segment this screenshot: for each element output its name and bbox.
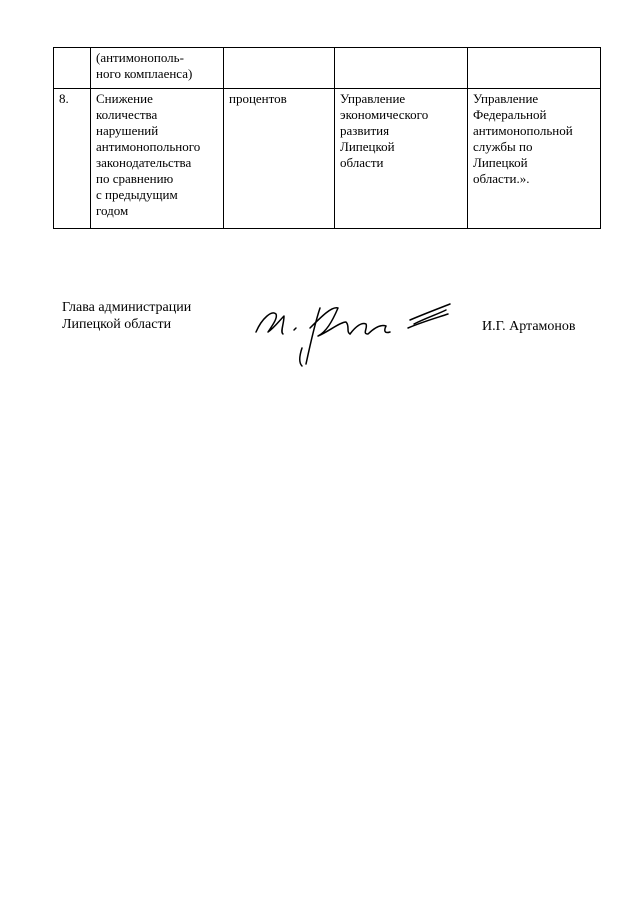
indicator-text: по сравнению [96,171,174,186]
indicator-cell [91,89,224,229]
indicator-text: (антимонополь- [96,50,184,65]
unit-text: процентов [229,91,287,106]
unit-cell [224,48,335,89]
responsible-cell [335,89,468,229]
indicators-table [53,47,601,229]
indicator-text: антимонопольного [96,139,201,154]
responsible-text: развития [340,123,390,138]
coexecutor-text: Липецкой [473,155,528,170]
signatory-position [62,299,191,333]
responsible-text: экономического [340,107,429,122]
coexecutor-text: Федеральной [473,107,547,122]
table-row [54,89,601,229]
coexecutor-text: антимонопольной [473,123,573,138]
table-row [54,48,601,89]
row-number-cell [54,89,91,229]
signatory-name: И.Г. Артамонов [482,319,576,334]
indicator-text: ного комплаенса) [96,66,193,81]
signatory-position-line: Липецкой области [62,317,172,332]
indicator-text: законодательства [96,155,192,170]
responsible-cell [335,48,468,89]
indicator-text: годом [96,203,129,218]
indicator-text: с предыдущим [96,187,178,202]
coexecutor-cell [468,89,601,229]
indicator-text: нарушений [96,123,159,138]
indicator-cell [91,48,224,89]
coexecutor-text: службы по [473,139,533,154]
responsible-text: Липецкой [340,139,395,154]
row-number: 8. [59,91,69,106]
indicator-text: количества [96,107,158,122]
responsible-text: Управление [340,91,406,106]
row-number-cell [54,48,91,89]
unit-cell [224,89,335,229]
coexecutor-text: области.». [473,171,530,186]
responsible-text: области [340,155,384,170]
handwritten-signature [250,292,460,372]
coexecutor-text: Управление [473,91,539,106]
signatory-position-line: Глава администрации [62,300,192,315]
indicator-text: Снижение [96,91,153,106]
coexecutor-cell [468,48,601,89]
